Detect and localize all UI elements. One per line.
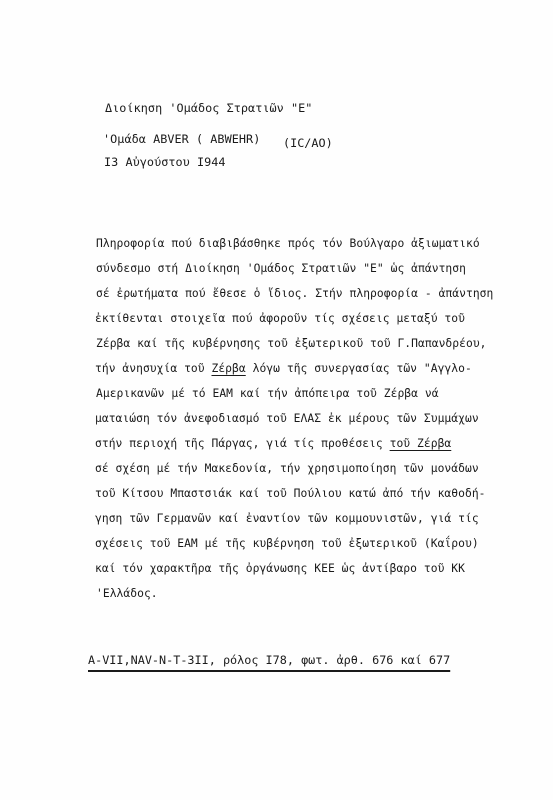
body-text-segment: τήν ἀνησυχία τοῦ [95,362,212,375]
body-text-segment: ματαιώση τόν ἀνεφοδιασμό τοῦ ΕΛΑΣ ἐκ μέρους τῶν Συμμάχων [95,412,479,425]
body-line [96,262,466,276]
body-line [95,362,472,376]
body-text-segment: στήν περιοχή τῆς Πάργας, γιά τίς προθέσεις [95,437,390,450]
body-text-segment: καί τόν χαρακτῆρα τῆς ὀργάνωσης ΚΕΕ ὡς ἀντίβαρο τοῦ ΚΚ [95,562,465,575]
body-line [96,237,480,251]
body-text-segment: λόγω τῆς συνεργασίας τῶν "Αγγλο- [245,362,472,375]
underlined-name: Ζέρβα [211,362,246,375]
body-line [95,487,486,501]
body-line [95,437,451,451]
header-reference-code: (IC/AO) [283,136,333,150]
body-line [96,587,158,601]
body-text-segment: 'Ελλάδος. [96,587,158,600]
body-text-segment: σέ σχέση μέ τήν Μακεδονία, τήν χρησιμοποίηση τῶν μονάδων [95,462,479,475]
body-line [95,512,479,526]
header-command-line: Διοίκηση 'Ομάδος Στρατιῶν "Ε" [105,101,313,115]
body-text-segment: σχέσεις τοῦ ΕΑΜ μέ τῆς κυβέρνηση τοῦ ἐξωτερικοῦ (Καΐρου) [95,537,479,550]
body-line [95,562,465,576]
body-line [96,337,487,351]
header-date: I3 Αὐγούστου I944 [104,155,226,169]
body-line [96,387,439,401]
body-text-segment: Πληροφορία πού διαβιβάσθηκε πρός τόν Βούλγαρο ἀξιωματικό [96,237,480,250]
body-line [96,287,493,301]
body-line [95,412,479,426]
body-text-segment: σέ ἐρωτήματα πού ἔθεσε ὁ ἴδιος. Στήν πληροφορία - ἀπάντηση [96,287,494,300]
body-text-segment: ἐκτίθενται στοιχεῖα πού ἀφοροῦν τίς σχέσεις μεταξύ τοῦ [95,312,465,325]
body-line [95,312,465,326]
archive-citation: A-VII,NAV-N-T-3II, ρόλος I78, φωτ. ἀρθ. 676 καί 677 [88,653,451,667]
body-text-segment: Αμερικανῶν μέ τό ΕΑΜ καί τήν ἀπόπειρα τοῦ Ζέρβα νά [96,387,439,400]
underlined-name: τοῦ Ζέρβα [389,437,452,450]
body-line [95,462,479,476]
body-text-segment: τοῦ Κίτσου Μπαστσιάκ καί τοῦ Πούλιου κατώ ἀπό τήν καθοδή- [95,487,486,500]
header-unit-line: 'Ομάδα ABVER ( ABWEHR) [103,132,261,146]
body-text-segment: γηση τῶν Γερμανῶν καί ἐναντίον τῶν κομμουνιστῶν, γιά τίς [95,512,479,525]
body-line [95,537,479,551]
body-text-segment: σύνδεσμο στή Διοίκηση 'Ομάδος Στρατιῶν "Ε" ὡς ἀπάντηση [96,262,466,275]
body-text-segment: Ζέρβα καί τῆς κυβέρνησης τοῦ ἐξωτερικοῦ τοῦ Γ.Παπανδρέου, [96,337,487,350]
